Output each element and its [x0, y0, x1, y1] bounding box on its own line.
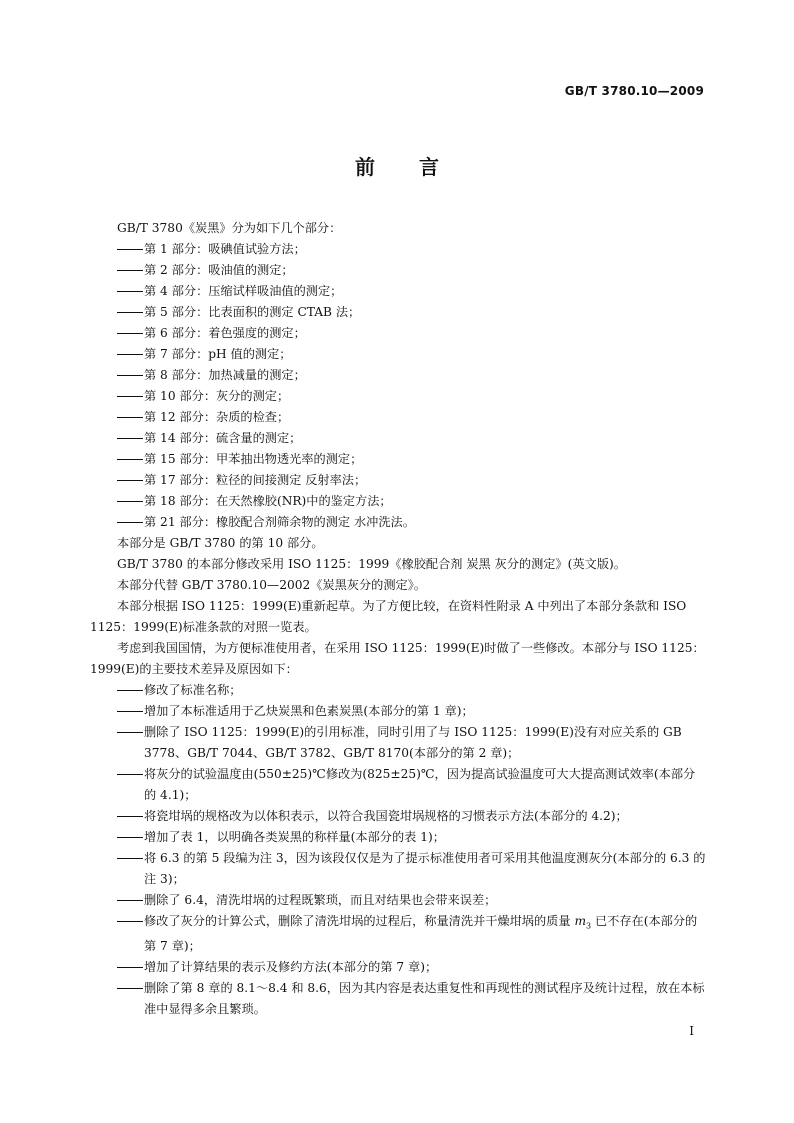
dash-mark	[117, 375, 143, 376]
dash-mark	[117, 774, 143, 775]
dash-mark	[117, 522, 143, 523]
dash-mark	[117, 480, 143, 481]
dash-mark	[117, 967, 143, 968]
difference-item: 修改了标准名称；	[90, 680, 706, 701]
paragraph: 本部分代替 GB/T 3780.10—2002《炭黑灰分的测定》。	[117, 578, 426, 592]
dash-mark	[117, 988, 143, 989]
part-item: 第 5 部分：比表面积的测定 CTAB 法；	[90, 302, 706, 323]
difference-item: 删除了 ISO 1125：1999(E)的引用标准，同时引用了与 ISO 1125：1999(E)没有对应关系的 GB 3778、GB/T 7044、GB/T 3782、GB/T 8170(本部分的第 2 章)；	[90, 722, 706, 764]
difference-item-mass: 修改了灰分的计算公式，删除了清洗坩埚的过程后，称量清洗并干燥坩埚的质量 $m_3$ 已不存在(本部分的第 7 章)；	[90, 911, 706, 957]
dash-mark	[117, 354, 143, 355]
page-title: 前言	[355, 155, 483, 179]
difference-item: 删除了第 8 章的 8.1～8.4 和 8.6，因为其内容是表达重复性和再现性的测试程序及统计过程，放在本标准中显得多余且繁琐。	[90, 978, 706, 1020]
part-item: 第 10 部分：灰分的测定；	[90, 386, 706, 407]
part-item: 第 17 部分：粒径的间接测定 反射率法；	[90, 470, 706, 491]
difference-item: 删除了 6.4，清洗坩埚的过程既繁琐，而且对结果也会带来误差；	[90, 890, 706, 911]
dash-mark	[117, 501, 143, 502]
dash-mark	[117, 711, 143, 712]
difference-item: 将瓷坩埚的规格改为以体积表示，以符合我国瓷坩埚规格的习惯表示方法(本部分的 4.2)；	[90, 806, 706, 827]
difference-item: 将 6.3 的第 5 段编为注 3，因为该段仅仅是为了提示标准使用者可采用其他温度测灰分(本部分的 6.3 的注 3)；	[90, 848, 706, 890]
dash-mark	[117, 921, 143, 922]
paragraph: 本部分根据 ISO 1125：1999(E)重新起草。为了方便比较，在资料性附录 A 中列出了本部分条款和 ISO 1125：1999(E)标准条款的对照一览表。	[90, 599, 687, 634]
dash-mark	[117, 900, 143, 901]
parts-list	[90, 239, 706, 533]
mass-symbol: m	[574, 914, 586, 928]
paragraph: 考虑到我国国情，为方便标准使用者，在采用 ISO 1125：1999(E)时做了一些修改。本部分与 ISO 1125：1999(E)的主要技术差异及原因如下：	[90, 641, 705, 676]
dash-mark	[117, 249, 143, 250]
dash-mark	[117, 291, 143, 292]
part-item: 第 18 部分：在天然橡胶(NR)中的鉴定方法；	[90, 491, 706, 512]
dash-mark	[117, 690, 143, 691]
paragraph: 本部分是 GB/T 3780 的第 10 部分。	[117, 536, 324, 550]
dash-mark	[117, 270, 143, 271]
differences-list	[90, 680, 706, 1020]
dash-mark	[117, 438, 143, 439]
dash-mark	[117, 396, 143, 397]
part-item: 第 14 部分：硫含量的测定；	[90, 428, 706, 449]
dash-mark	[117, 837, 143, 838]
difference-item: 增加了表 1，以明确各类炭黑的称样量(本部分的表 1)；	[90, 827, 706, 848]
dash-mark	[117, 459, 143, 460]
part-item: 第 7 部分：pH 值的测定；	[90, 344, 706, 365]
mass-subscript: 3	[586, 921, 592, 931]
paragraph: GB/T 3780 的本部分修改采用 ISO 1125：1999《橡胶配合剂 炭黑 灰分的测定》(英文版)。	[117, 557, 626, 571]
standard-code: GB/T 3780.10—2009	[564, 84, 704, 98]
dash-mark	[117, 732, 143, 733]
intro-paragraph: GB/T 3780《炭黑》分为如下几个部分：	[117, 221, 342, 235]
difference-item: 将灰分的试验温度由(550±25)℃修改为(825±25)℃，因为提高试验温度可大大提高测试效率(本部分的 4.1)；	[90, 764, 706, 806]
part-item: 第 2 部分：吸油值的测定；	[90, 260, 706, 281]
dash-mark	[117, 858, 143, 859]
document-body	[90, 218, 706, 1020]
dash-mark	[117, 312, 143, 313]
dash-mark	[117, 816, 143, 817]
part-item: 第 21 部分：橡胶配合剂筛余物的测定 水冲洗法。	[90, 512, 706, 533]
part-item: 第 15 部分：甲苯抽出物透光率的测定；	[90, 449, 706, 470]
difference-item: 增加了计算结果的表示及修约方法(本部分的第 7 章)；	[90, 957, 706, 978]
dash-mark	[117, 417, 143, 418]
part-item: 第 6 部分：着色强度的测定；	[90, 323, 706, 344]
part-item: 第 8 部分：加热减量的测定；	[90, 365, 706, 386]
dash-mark	[117, 333, 143, 334]
page-number: I	[689, 1024, 694, 1038]
part-item: 第 1 部分：吸碘值试验方法；	[90, 239, 706, 260]
difference-item: 增加了本标准适用于乙炔炭黑和色素炭黑(本部分的第 1 章)；	[90, 701, 706, 722]
part-item: 第 4 部分：压缩试样吸油值的测定；	[90, 281, 706, 302]
part-item: 第 12 部分：杂质的检查；	[90, 407, 706, 428]
